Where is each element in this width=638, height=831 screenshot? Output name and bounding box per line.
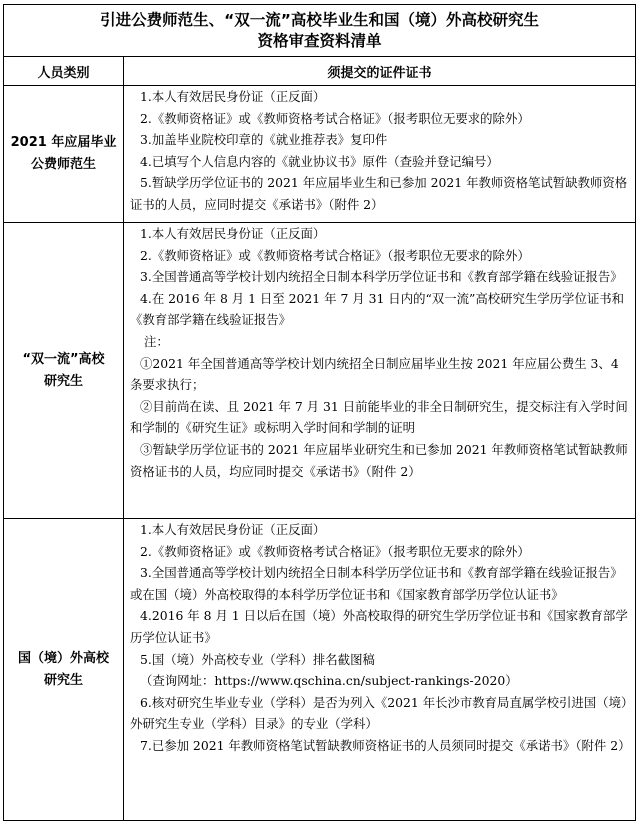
documents-cell bbox=[124, 223, 636, 519]
list-item: 7.已参加 2021 年教师资格笔试暂缺教师资格证书的人员须同时提交《承诺书》（附件 2） bbox=[140, 737, 631, 753]
list-item: 1.本人有效居民身份证（正反面） bbox=[140, 522, 326, 537]
list-item: 2.《教师资格证》或《教师资格考试合格证》（报考职位无要求的除外） bbox=[140, 543, 530, 559]
column-header-documents: 须提交的证件证书 bbox=[124, 57, 636, 86]
column-header-category: 人员类别 bbox=[4, 57, 124, 86]
note-label: 注： bbox=[144, 333, 169, 349]
title-row bbox=[4, 5, 636, 57]
category-cell bbox=[4, 223, 124, 519]
title-line-2: 资格审查资料清单 bbox=[257, 31, 382, 50]
note-item: ②目前尚在读、且 2021 年 7 月 31 日前能毕业的非全日制研究生，提交标注有入学时间和学制的《研究生证》或标明入学时间和学制的证明 bbox=[130, 398, 628, 436]
category-cell bbox=[4, 86, 124, 223]
list-item: 4.2016 年 8 月 1 日以后在国（境）外高校取得的研究生学历学位证书和《国家教育部学历学位认证书》 bbox=[130, 608, 628, 645]
title-line-1: 引进公费师范生、“双一流”高校毕业生和国（境）外高校研究生 bbox=[100, 10, 539, 29]
checklist-table bbox=[3, 4, 636, 821]
table-row bbox=[4, 223, 636, 519]
list-item: 3.全国普通高等学校计划内统招全日制本科学历学位证书和《教育部学籍在线验证报告》或在国（境）外高校取得的本科学历学位证书和《国家教育部学历学位认证书》 bbox=[130, 565, 623, 602]
list-item: 4.在 2016 年 8 月 1 日至 2021 年 7 月 31 日内的“双一流”高校研究生学历学位证书和《教育部学籍在线验证报告》 bbox=[130, 290, 625, 328]
list-item: 6.核对研究生毕业专业（学科）是否为列入《2021 年长沙市教育局直属学校引进国（境）外研究生专业（学科）目录》的专业（学科） bbox=[130, 694, 628, 732]
category-line: 公费师范生 bbox=[30, 157, 96, 172]
list-item: 2.《教师资格证》或《教师资格考试合格证》（报考职位无要求的除外） bbox=[140, 247, 530, 263]
documents-cell bbox=[124, 86, 636, 223]
list-item: 2.《教师资格证》或《教师资格考试合格证》（报考职位无要求的除外） bbox=[140, 110, 530, 126]
category-line: 研究生 bbox=[43, 373, 83, 389]
list-item: 1.本人有效居民身份证（正反面） bbox=[140, 226, 326, 241]
list-item: 1.本人有效居民身份证（正反面） bbox=[140, 89, 326, 104]
category-line: 2021 年应届毕业 bbox=[10, 135, 117, 150]
list-item: 3.全国普通高等学校计划内统招全日制本科学历学位证书和《教育部学籍在线验证报告》 bbox=[140, 269, 623, 285]
header-row bbox=[4, 57, 636, 86]
list-item: 3.加盖毕业院校印章的《就业推荐表》复印件 bbox=[140, 132, 388, 148]
category-cell bbox=[4, 519, 124, 821]
table-row bbox=[4, 519, 636, 821]
note-item: ③暂缺学历学位证书的 2021 年应届毕业研究生和已参加 2021 年教师资格笔试暂缺教师资格证书的人员，均应同时提交《承诺书》（附件 2） bbox=[130, 441, 628, 479]
list-item: 5.暂缺学历学位证书的 2021 年应届毕业生和已参加 2021 年教师资格笔试暂缺教师资格证书的人员，应同时提交《承诺书》（附件 2） bbox=[130, 175, 628, 212]
category-line: “双一流”高校 bbox=[22, 351, 105, 367]
documents-cell bbox=[124, 519, 636, 821]
table-row bbox=[4, 86, 636, 223]
category-line: 国（境）外高校 bbox=[17, 650, 109, 666]
document-title bbox=[4, 5, 636, 57]
list-item: 4.已填写个人信息内容的《就业协议书》原件（查验并登记编号） bbox=[140, 153, 499, 169]
category-line: 研究生 bbox=[43, 672, 83, 688]
query-url: （查询网址：https://www.qschina.cn/subject-rankings-2020） bbox=[140, 673, 518, 689]
note-item: ①2021 年全国普通高等学校计划内统招全日制应届毕业生按 2021 年应届公费生 3、4 条要求执行； bbox=[130, 355, 619, 393]
list-item: 5.国（境）外高校专业（学科）排名截图稿 bbox=[140, 651, 375, 667]
